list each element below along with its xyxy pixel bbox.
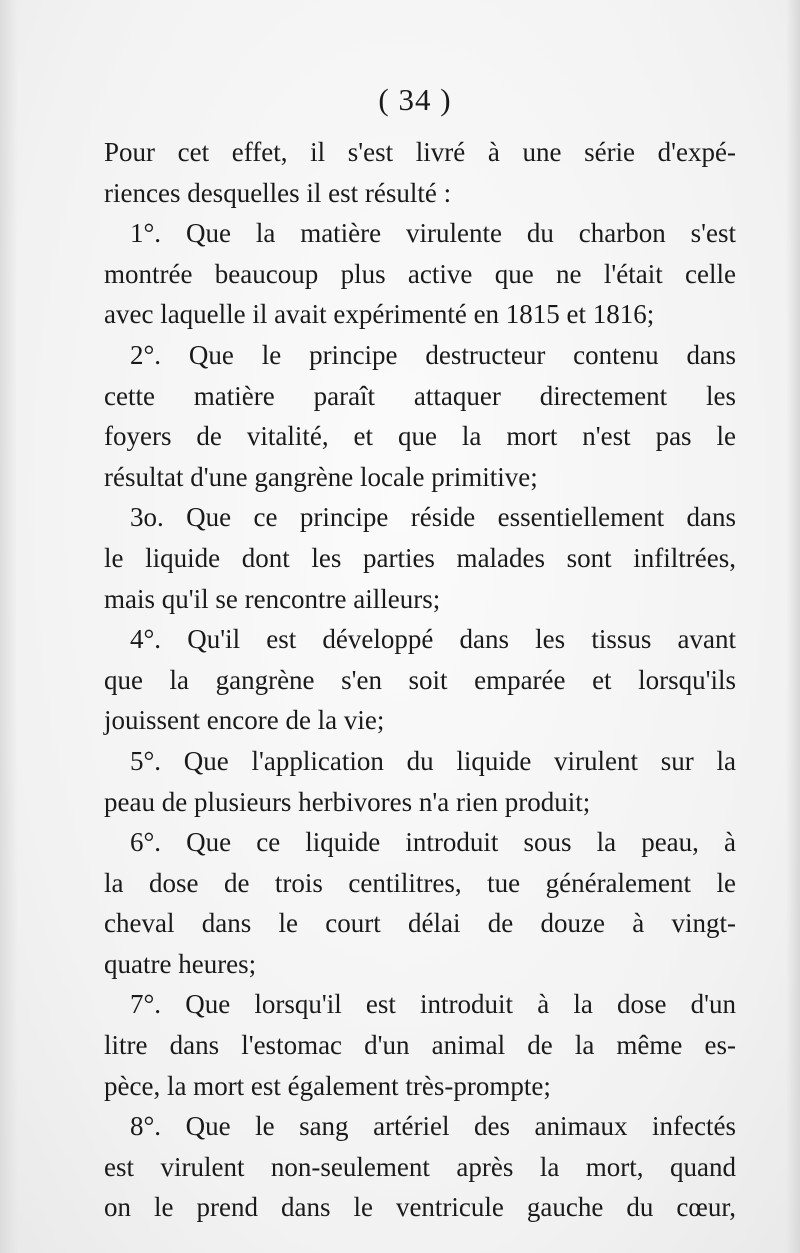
text-line: 1°. Que la matière virulente du charbon s'est <box>130 218 736 249</box>
text-line: résultat d'une gangrène locale primitive; <box>104 461 538 492</box>
text-line: on le prend dans le ventricule gauche du cœur, <box>104 1192 736 1223</box>
text-line: riences desquelles il est résulté : <box>104 177 452 208</box>
text-line: Pour cet effet, il s'est livré à une série d'expé- <box>104 137 736 167</box>
page-edge-right <box>786 0 800 1253</box>
text-line: 4°. Qu'il est développé dans les tissus avant <box>130 624 736 655</box>
text-line: montrée beaucoup plus active que ne l'était celle <box>104 258 736 289</box>
text-line: est virulent non-seulement après la mort, quand <box>104 1151 736 1182</box>
text-line: 6°. Que ce liquide introduit sous la peau, à <box>130 827 736 858</box>
text-line: foyers de vitalité, et que la mort n'est pas le <box>104 421 736 452</box>
text-line: la dose de trois centilitres, tue généralement le <box>104 867 736 898</box>
text-line: le liquide dont les parties malades sont infiltrées, <box>104 542 736 573</box>
text-line: peau de plusieurs herbivores n'a rien produit; <box>104 786 591 817</box>
text-line: 8°. Que le sang artériel des animaux infectés <box>130 1111 736 1142</box>
text-line: que la gangrène s'en soit emparée et lorsqu'ils <box>104 664 736 695</box>
text-line: jouissent encore de la vie; <box>104 705 385 736</box>
text-line: quatre heures; <box>104 948 257 979</box>
text-line: 5°. Que l'application du liquide virulent sur la <box>130 745 736 776</box>
text-line: avec laquelle il avait expérimenté en 1815 et 1816; <box>104 299 655 330</box>
text-line: cette matière paraît attaquer directement les <box>104 380 736 411</box>
text-line: 7°. Que lorsqu'il est introduit à la dose d'un <box>130 989 736 1020</box>
body-text <box>104 132 736 1228</box>
text-line: 3o. Que ce principe réside essentiellement dans <box>130 502 736 533</box>
page-edge-left <box>0 0 18 1253</box>
text-line: 2°. Que le principe destructeur contenu dans <box>130 339 736 370</box>
text-line: cheval dans le court délai de douze à vingt- <box>104 908 736 939</box>
text-line: litre dans l'estomac d'un animal de la même es- <box>104 1030 736 1061</box>
text-line: pèce, la mort est également très-prompte; <box>104 1070 551 1101</box>
page-number: ( 34 ) <box>378 82 452 117</box>
text-line: mais qu'il se rencontre ailleurs; <box>104 583 441 614</box>
